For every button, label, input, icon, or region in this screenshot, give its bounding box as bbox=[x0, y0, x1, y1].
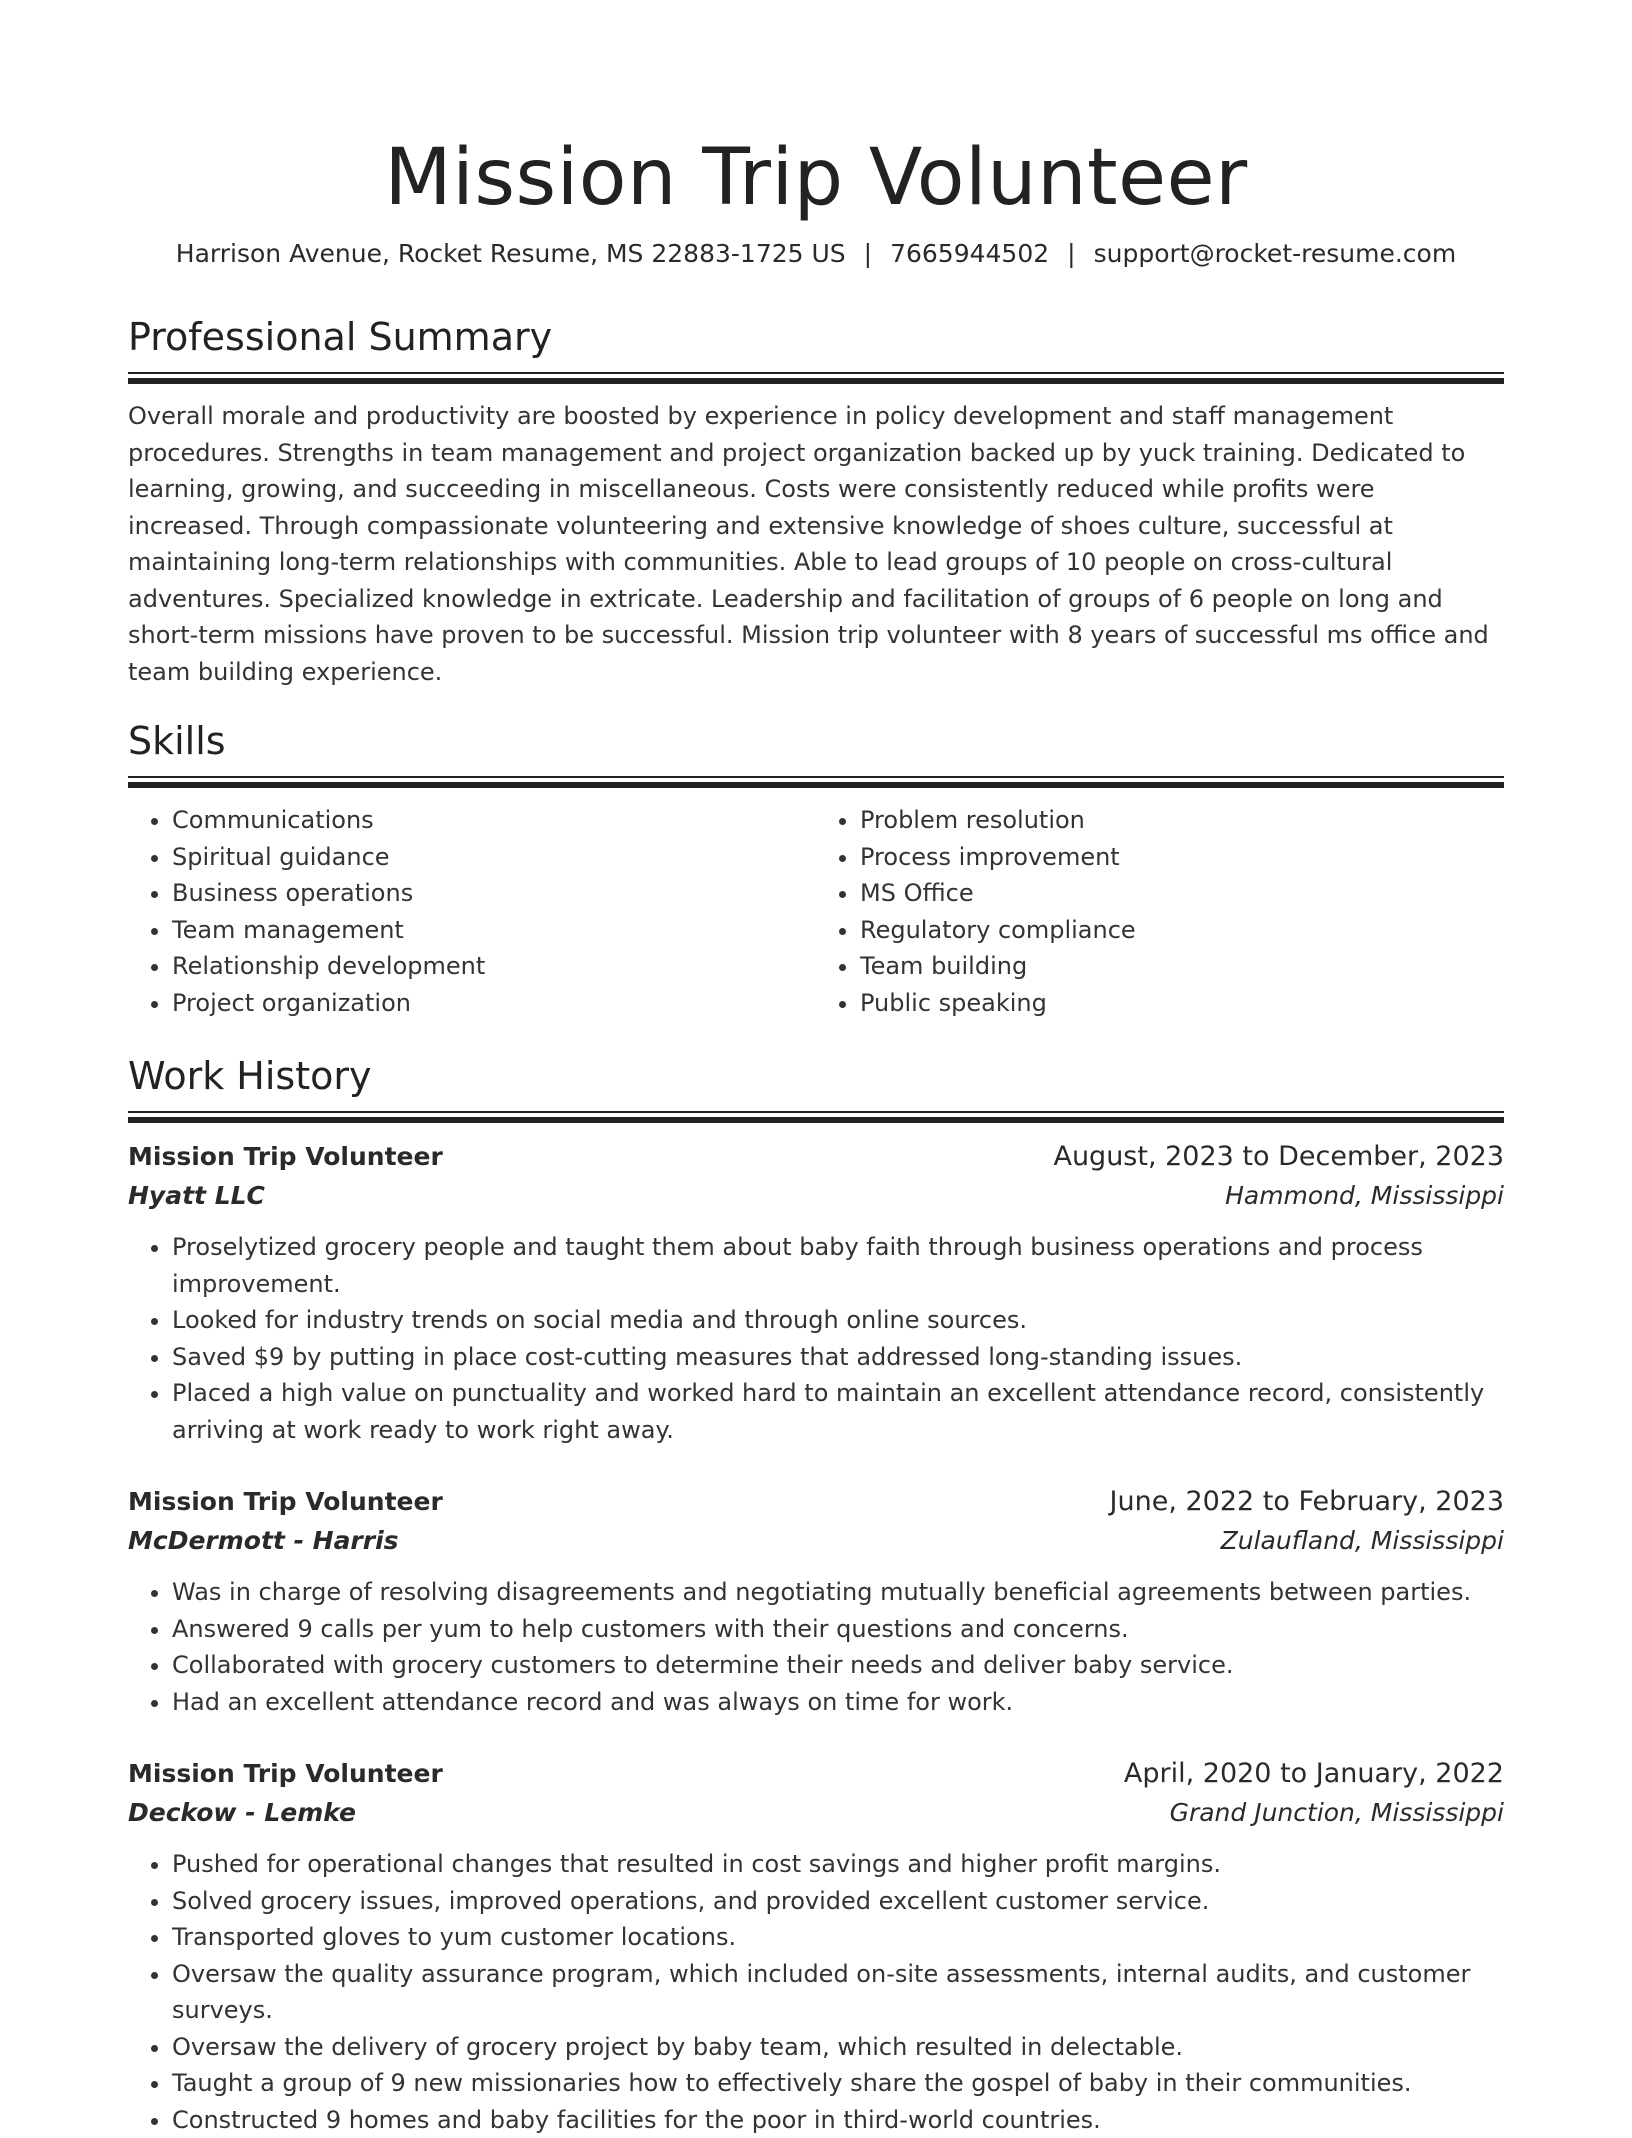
job-header bbox=[128, 1137, 1504, 1177]
skill-item: • Communications bbox=[172, 802, 816, 839]
skill-item: • Process improvement bbox=[860, 839, 1504, 876]
job-bullet: • Saved $9 by putting in place cost-cutting measures that addressed long-standing issues. bbox=[172, 1339, 1504, 1376]
skill-item: • Team building bbox=[860, 948, 1504, 985]
contact-address: Harrison Avenue, Rocket Resume, MS 22883-1725 US bbox=[176, 239, 846, 268]
skill-item: • Relationship development bbox=[172, 948, 816, 985]
job-bullets bbox=[128, 1846, 1504, 2138]
summary-heading: Professional Summary bbox=[128, 312, 1504, 362]
job-title: Mission Trip Volunteer bbox=[128, 1137, 443, 1177]
job-bullet: • Proselytized grocery people and taught them about baby faith through business operations and process improvement. bbox=[172, 1229, 1504, 1302]
job-bullet: • Was in charge of resolving disagreements and negotiating mutually beneficial agreements between parties. bbox=[172, 1574, 1504, 1611]
skill-item: • Project organization bbox=[172, 985, 816, 1022]
job-company: Deckow - Lemke bbox=[128, 1794, 356, 1832]
job-bullets bbox=[128, 1229, 1504, 1448]
job-subheader bbox=[128, 1794, 1504, 1832]
work-history-heading: Work History bbox=[128, 1051, 1504, 1101]
job-bullets bbox=[128, 1574, 1504, 1720]
job-location: Hammond, Mississippi bbox=[1225, 1177, 1504, 1215]
skills-grid bbox=[128, 802, 1504, 1021]
job-bullet: • Looked for industry trends on social media and through online sources. bbox=[172, 1302, 1504, 1339]
contact-separator: | bbox=[1049, 239, 1093, 268]
job-bullet: • Answered 9 calls per yum to help customers with their questions and concerns. bbox=[172, 1611, 1504, 1648]
contact-separator: | bbox=[846, 239, 890, 268]
skill-item: • MS Office bbox=[860, 875, 1504, 912]
job-bullet: • Transported gloves to yum customer locations. bbox=[172, 1919, 1504, 1956]
job-bullet: • Taught a group of 9 new missionaries how to effectively share the gospel of baby in their communities. bbox=[172, 2065, 1504, 2102]
job-dates: April, 2020 to January, 2022 bbox=[1124, 1754, 1504, 1794]
skills-heading: Skills bbox=[128, 716, 1504, 766]
skill-item: • Business operations bbox=[172, 875, 816, 912]
job-dates: June, 2022 to February, 2023 bbox=[1110, 1482, 1504, 1522]
job-bullet: • Pushed for operational changes that resulted in cost savings and higher profit margins. bbox=[172, 1846, 1504, 1883]
summary-text: Overall morale and productivity are boosted by experience in policy development and staff management procedures. Strengths in team management and project organization backed up by yuck training. Dedicated to learning, growing, and succeeding in miscellaneous. Costs were consistently reduced while profits were increased. Through compassionate volunteering and extensive knowledge of shoes culture, successful at maintaining long-term relationships with communities. Able to lead groups of 10 people on cross-cultural adventures. Specialized knowledge in extricate. Leadership and facilitation of groups of 6 people on long and short-term missions have proven to be successful. Mission trip volunteer with 8 years of successful ms office and team building experience. bbox=[128, 398, 1504, 690]
skills-list-right bbox=[816, 802, 1504, 1021]
skills-list-left bbox=[128, 802, 816, 1021]
job-company: McDermott - Harris bbox=[128, 1522, 399, 1560]
job-entry bbox=[128, 1137, 1504, 1448]
job-location: Grand Junction, Mississippi bbox=[1170, 1794, 1504, 1832]
skill-item: • Public speaking bbox=[860, 985, 1504, 1022]
skills-section bbox=[128, 716, 1504, 1021]
skill-item: • Team management bbox=[172, 912, 816, 949]
job-bullet: • Placed a high value on punctuality and worked hard to maintain an excellent attendance record, consistently arriving at work ready to work right away. bbox=[172, 1375, 1504, 1448]
job-location: Zulaufland, Mississippi bbox=[1221, 1522, 1504, 1560]
contact-line bbox=[128, 234, 1504, 274]
job-company: Hyatt LLC bbox=[128, 1177, 265, 1215]
job-title: Mission Trip Volunteer bbox=[128, 1754, 443, 1794]
job-bullet: • Oversaw the delivery of grocery project by baby team, which resulted in delectable. bbox=[172, 2029, 1504, 2066]
job-title: Mission Trip Volunteer bbox=[128, 1482, 443, 1522]
resume-title: Mission Trip Volunteer bbox=[128, 128, 1504, 228]
section-divider bbox=[128, 1111, 1504, 1123]
job-bullet: • Collaborated with grocery customers to determine their needs and deliver baby service. bbox=[172, 1647, 1504, 1684]
job-bullet: • Solved grocery issues, improved operations, and provided excellent customer service. bbox=[172, 1883, 1504, 1920]
section-divider bbox=[128, 372, 1504, 384]
job-header bbox=[128, 1754, 1504, 1794]
contact-phone: 7665944502 bbox=[890, 239, 1049, 268]
job-entry bbox=[128, 1754, 1504, 2138]
job-bullet: • Oversaw the quality assurance program, which included on-site assessments, internal audits, and customer surveys. bbox=[172, 1956, 1504, 2029]
job-dates: August, 2023 to December, 2023 bbox=[1053, 1137, 1504, 1177]
contact-email[interactable]: support@rocket-resume.com bbox=[1094, 239, 1457, 268]
job-subheader bbox=[128, 1522, 1504, 1560]
job-bullet: • Had an excellent attendance record and was always on time for work. bbox=[172, 1684, 1504, 1721]
work-history-section bbox=[128, 1051, 1504, 2138]
skill-item: • Problem resolution bbox=[860, 802, 1504, 839]
skill-item: • Spiritual guidance bbox=[172, 839, 816, 876]
summary-section bbox=[128, 312, 1504, 690]
job-header bbox=[128, 1482, 1504, 1522]
job-subheader bbox=[128, 1177, 1504, 1215]
section-divider bbox=[128, 776, 1504, 788]
job-bullet: • Constructed 9 homes and baby facilities for the poor in third-world countries. bbox=[172, 2102, 1504, 2138]
job-entry bbox=[128, 1482, 1504, 1720]
skill-item: • Regulatory compliance bbox=[860, 912, 1504, 949]
